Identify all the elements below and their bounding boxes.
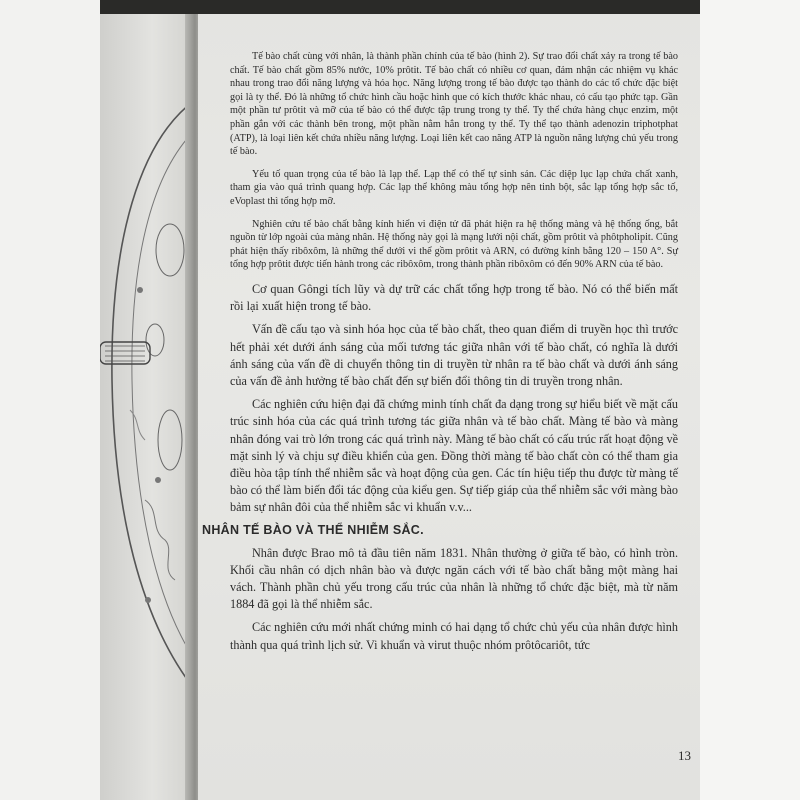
page-number: 13 — [678, 748, 691, 763]
paragraph-genetics: Vấn đề cấu tạo và sinh hóa học của tế bào chất, theo quan điểm di truyền học thì trước hết phải xét dưới ánh sáng của mối tương tác giữa nhân với tế bào chất, có nghĩa là dưới ánh sáng của vấn đề di chuyển thông tin di truyền từ nhân ra tế bào chất và dưới ánh sáng của vấn đề ảnh hưởng tế bào chất đến sự biến đổi thông tin di truyền trong nhân. — [230, 322, 678, 388]
background-right — [700, 0, 800, 800]
page-text — [202, 50, 678, 660]
cell-illustration — [100, 80, 195, 700]
paragraph-research: Các nghiên cứu hiện đại đã chứng minh tính chất đa dạng trong sự hiểu biết về mặt cấu trúc sinh hóa của các quá trình tương tác giữa nhân và tế bào chất. Màng tế bào và màng nhân đóng vai trò lớn trong các quá trình này. Màng tế bào chất có cấu trúc rất hoạt động về mặt sinh lý và chịu sự điều khiển của gen. Đồng thời màng tế bào chất còn có thể tham gia điều hòa tập tính thể nhiễm sắc và hoạt động của gen. Các tín hiệu tiếp thu được từ màng tế bào có thể làm biến đổi tác động của kiểu gen. Sự tiếp giáp của thể nhiễm sắc với màng bào bảm sự nhân đôi của thể nhiễm sắc vi khuẩn v.v... — [230, 397, 678, 515]
top-shadow — [100, 0, 700, 14]
paragraph-plastids: Yếu tố quan trọng của tế bào là lạp thể. Lạp thể có thể tự sinh sản. Các diệp lục lạp chứa chất xanh, tham gia vào quá trình quang hợp. Các lạp thể không màu tổng hợp nên tinh bột, sắc lạp tổng hợp sắc tố, eVoplast thì tổng hợp mỡ. — [230, 168, 678, 207]
paragraph-cytoplasm: Tế bào chất cùng với nhân, là thành phần chính của tế bào (hình 2). Sự trao đổi chất xảy ra trong tế bào chất. Tế bào chất gồm 85% nước, 10% prôtit. Tế bào chất có nhiều cơ quan, đảm nhận các nhiệm vụ khác nhau trong trao đổi năng lượng và hóa học. Năng lượng trong tế bào được tạo thành do các tổ chức đặc biệt gọi là ty thể. Đó là những tổ chức hình cầu hoặc hình que có kích thước khác nhau, có cấu tạo phức tạp. Gần một phần tư prôtit và mỡ của tế bào có thể được tập trung trong ty thể. Ty thể chứa hàng chục enzim, một phần gắn với các thành bên trong, một phần nằm hẳn trong ty thể. Ty thể tạo thành adenozin triphotphat (ATP), là loại liên kết chứa nhiều năng lượng. Loại liên kết cao năng ATP là nguồn năng lượng chủ yếu trong tế bào. — [230, 51, 678, 158]
paragraph-reticulum: Nghiên cứu tế bào chất bằng kính hiển vi điện tử đã phát hiện ra hệ thống màng và hệ thống ống, bắt nguồn từ lớp ngoài của màng nhân. Hệ thống này gọi là mạng lưới nội chất, gồm prôtit và phôtpholipit. Cũng phát hiện thấy ribôxôm, là những thể dưới vi thể gồm prôtit và ARN, có đường kính bằng 120 – 150 A°. Sự tổng hợp prôtit được tiến hành trong các ribôxôm, trong thành phần ribôxôm có đến 90% ARN của tế bào. — [230, 218, 678, 271]
section-heading: NHÂN TẾ BÀO VÀ THỂ NHIỄM SẮC. — [202, 522, 424, 537]
paragraph-golgi: Cơ quan Gôngi tích lũy và dự trữ các chất tổng hợp trong tế bào. Nó có thể biến mất rồi lại xuất hiện trong tế bào. — [230, 281, 678, 314]
paragraph-nucleus: Nhân được Brao mô tả đầu tiên năm 1831. Nhân thường ở giữa tế bào, có hình tròn. Khối cầu nhân có dịch nhân bào và được ngăn cách với tế bào chất bằng một màng hai vách. Thành phần chủ yếu trong cấu trúc của nhân là những tổ chức đặc biệt, mà từ năm 1884 đã gọi là thể nhiễm sắc. — [230, 545, 678, 612]
paragraph-prokaryotes: Các nghiên cứu mới nhất chứng minh có hai dạng tổ chức chủ yếu của nhân được hình thành qua quá trình lịch sử. Vi khuẩn và virut thuộc nhóm prôtôcariôt, tức — [230, 620, 678, 652]
